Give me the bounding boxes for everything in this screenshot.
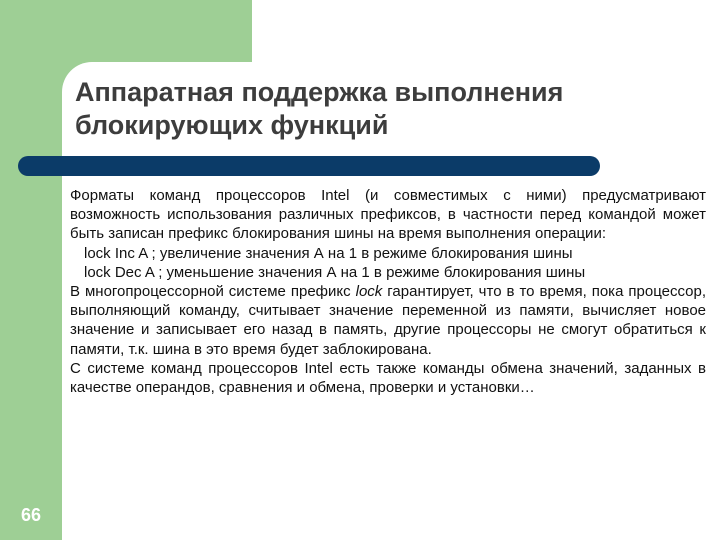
paragraph-lock-guarantee-start: В многопроцессорной системе префикс: [70, 283, 356, 301]
slide-body: [70, 186, 706, 397]
paragraph-exchange-commands: С системе команд процессоров Intel есть также команды обмена значений, заданных в качестве операндов, сравнения и обмена, проверки и установки…: [70, 359, 706, 397]
decorative-green-strip-left: [0, 0, 62, 540]
page-number: 66: [21, 505, 42, 525]
paragraph-lock-guarantee-end: гарантирует, что в то время, пока процессор, выполняющий команду, считывает значение переменной из памяти, вычисляет новое значение и записывает его назад в память, другие процессоры не смогут обратиться к памяти, т.к. шина в это время будет заблокирована.: [70, 283, 706, 358]
paragraph-lock-guarantee: [70, 282, 706, 359]
paragraph-prefix-formats: Форматы команд процессоров Intel (и совместимых с ними) предусматривают возможность использования различных префиксов, в частности перед командой может быть записан префикс блокирования шины на время выполнения операции:: [70, 187, 706, 243]
slide-title-line2: блокирующих функций: [75, 110, 389, 140]
lock-keyword: lock: [355, 283, 383, 301]
code-example-lock-inc: lock Inc A ; увеличение значения А на 1 в режиме блокирования шины: [84, 244, 573, 262]
code-example-lock-dec: lock Dec A ; уменьшение значения А на 1 в режиме блокирования шины: [84, 263, 586, 281]
slide-title-line1: Аппаратная поддержка выполнения: [75, 77, 564, 107]
slide-title: [75, 76, 695, 142]
title-divider-bar: [18, 156, 600, 176]
